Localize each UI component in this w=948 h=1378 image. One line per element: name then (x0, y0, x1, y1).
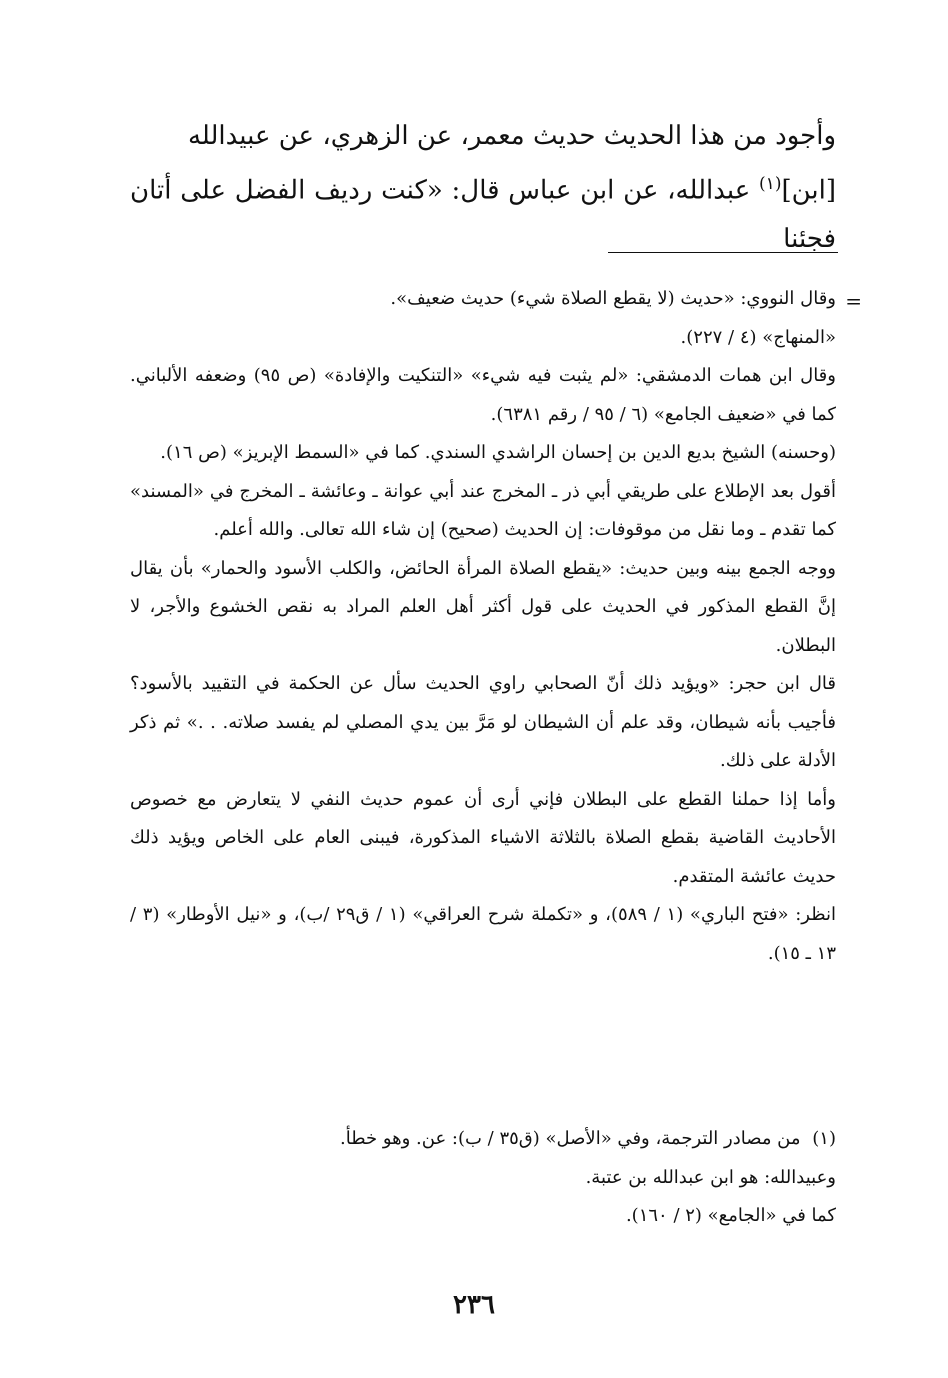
footnote-paragraph: وقال ابن همات الدمشقي: «لم يثبت فيه شيء» «التنكيت والإفادة» (ص ٩٥) وضعفه الألباني. كما في «ضعيف الجامع» (٦ / ٩٥ / رقم ٦٣٨١). (130, 365, 836, 425)
main-text-line-2-rest: عبدالله، عن ابن عباس قال: «كنت رديف الفضل على أتان فجئنا (130, 175, 836, 254)
footnote-paragraph: أقول بعد الإطلاع على طريقي أبي ذر ـ المخرج عند أبي عوانة ـ وعائشة ـ المخرج في «المسند» كما تقدم ـ وما نقل من موقوفات: إن الحديث (صحيح) إن شاء الله تعالى. والله أعلم. (130, 480, 836, 540)
footnote-paragraph: قال ابن حجر: «ويؤيد ذلك أنّ الصحابي راوي الحديث سأل عن الحكمة في التقييد بالأسود؟ فأجيب بأنه شيطان، وقد علم أن الشيطان لو مَرَّ بين يدي المصلي لم يفسد صلاته. . .» ثم ذكر الأدلة على ذلك. (130, 673, 836, 771)
footnote-reference: (١) (759, 174, 782, 194)
footnote-1-line-1 (130, 1120, 836, 1159)
footnote-1-line-3: كما في «الجامع» (٢ / ١٦٠). (625, 1205, 836, 1226)
footnote-1-number: (١) (812, 1128, 836, 1149)
footnote-1-line-2: وعبيدالله: هو ابن عبدالله بن عتبة. (585, 1166, 836, 1188)
main-text-line-2 (130, 160, 836, 263)
footnote-paragraph: انظر: «فتح الباري» (١ / ٥٨٩)، و «تكملة شرح العراقي» (١ / ق٢٩ /ب)، و «نيل الأوطار» (٣ / ١٣ ـ ١٥). (130, 904, 836, 964)
footnote-paragraph: (وحسنه) الشيخ بديع الدين بن إحسان الراشدي السندي. كما في «السمط الإبريز» (ص ١٦). (160, 442, 836, 463)
footnote-paragraph: ووجه الجمع بينه وبين حديث: «يقطع الصلاة المرأة الحائض، والكلب الأسود والحمار» بأن يقال إنَّ القطع المذكور في الحديث على قول أكثر أهل العلم المراد به نقص الخشوع والأجر، لا البطلان. (130, 557, 836, 656)
bracket-insertion: [ابن] (781, 175, 836, 206)
footnote-divider (608, 252, 838, 253)
page-number: ٢٣٦ (453, 1290, 495, 1320)
continuation-mark: = (845, 289, 862, 313)
main-text (130, 112, 836, 263)
main-text-line-1: وأجود من هذا الحديث حديث معمر، عن الزهري، عن عبيدالله (187, 121, 836, 151)
footnote-1-text: من مصادر الترجمة، وفي «الأصل» (ق٣٥ / ب): عن. وهو خطأ. (340, 1128, 801, 1149)
footnote-paragraph: وأما إذا حملنا القطع على البطلان فإني أرى أن عموم حديث النفي لا يتعارض مع خصوص الأحاديث القاضية بقطع الصلاة بالثلاثة الاشياء المذكورة، فيبنى العام على الخاص ويؤيد ذلك حديث عائشة المتقدم. (130, 788, 836, 887)
footnote-1 (130, 1120, 836, 1236)
footnote-paragraph: وقال النووي: «حديث (لا يقطع الصلاة شيء) حديث ضعيف». (390, 288, 836, 309)
continued-footnote (130, 280, 836, 973)
footnote-paragraph: «المنهاج» (٤ / ٢٢٧). (680, 326, 836, 348)
